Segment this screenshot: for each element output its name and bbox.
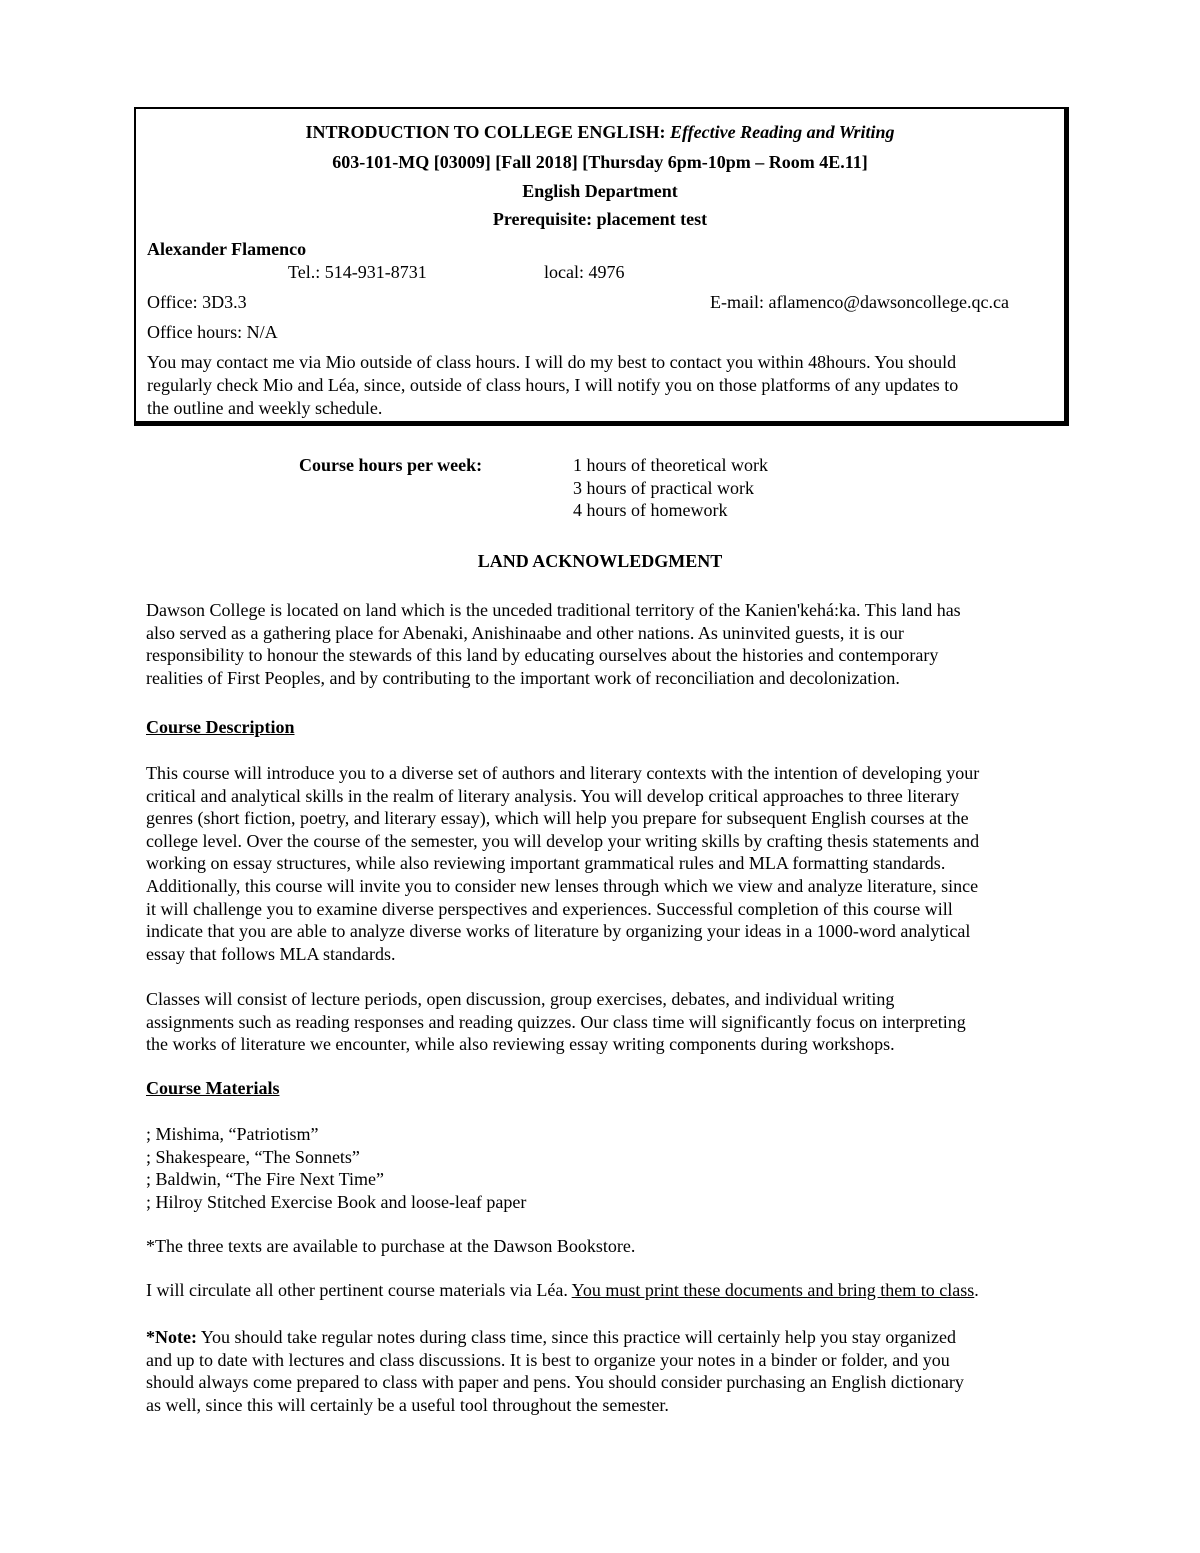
course-hours-label: Course hours per week: bbox=[299, 455, 483, 475]
course-description-heading: Course Description bbox=[146, 717, 295, 737]
text-line: genres (short fiction, poetry, and literary essay), which will help you prepare for subsequent English courses at the bbox=[146, 808, 969, 829]
contact-line: You may contact me via Mio outside of class hours. I will do my best to contact you within 48hours. You should bbox=[147, 352, 957, 372]
note-text: You should take regular notes during class time, since this practice will certainly help you stay organized bbox=[196, 1327, 956, 1347]
course-title bbox=[136, 121, 1064, 143]
text-line: Additionally, this course will invite you to consider new lenses through which we view and analyze literature, since bbox=[146, 875, 979, 896]
circulation-period: . bbox=[974, 1280, 979, 1300]
text-line: responsibility to honour the stewards of this land by educating ourselves about the histories and contemporary bbox=[146, 645, 939, 666]
instructor-phone-local: local: 4976 bbox=[544, 262, 625, 282]
instructor-phone: Tel.: 514-931-8731 bbox=[288, 262, 427, 282]
text-line: working on essay structures, while also reviewing important grammatical rules and MLA formatting standards. bbox=[146, 853, 946, 874]
list-item: ; Shakespeare, “The Sonnets” bbox=[146, 1146, 360, 1167]
instructor-email: E-mail: aflamenco@dawsoncollege.qc.ca bbox=[710, 292, 1009, 312]
course-code-line: 603-101-MQ [03009] [Fall 2018] [Thursday 6pm-10pm – Room 4E.11] bbox=[332, 152, 868, 172]
course-title-main: INTRODUCTION TO COLLEGE ENGLISH: bbox=[305, 122, 670, 142]
department: English Department bbox=[522, 181, 678, 201]
land-acknowledgment-text bbox=[146, 599, 1056, 689]
texts-availability-note: *The three texts are available to purchase at the Dawson Bookstore. bbox=[146, 1236, 636, 1256]
course-hours-item: 4 hours of homework bbox=[573, 500, 728, 520]
course-description-paragraph-1 bbox=[146, 762, 1056, 965]
list-item: ; Mishima, “Patriotism” bbox=[146, 1124, 319, 1144]
text-line: it will challenge you to examine diverse perspectives and experiences. Successful completion of this course will bbox=[146, 898, 953, 919]
note-paragraph bbox=[146, 1326, 1056, 1416]
text-line: essay that follows MLA standards. bbox=[146, 943, 396, 964]
prerequisite: Prerequisite: placement test bbox=[492, 209, 708, 229]
text-line: assignments such as reading responses and reading quizzes. Our class time will significantly focus on interpreting bbox=[146, 1011, 966, 1032]
course-title-subtitle: Effective Reading and Writing bbox=[669, 122, 895, 142]
circulation-text: I will circulate all other pertinent course materials via Léa. bbox=[146, 1280, 572, 1300]
print-requirement: You must print these documents and bring them to class bbox=[571, 1280, 975, 1300]
course-hours-item: 1 hours of theoretical work bbox=[573, 455, 768, 475]
office-hours: Office hours: N/A bbox=[147, 322, 278, 342]
text-line: should always come prepared to class with paper and pens. You should consider purchasing an English dictionary bbox=[146, 1372, 964, 1393]
list-item: ; Hilroy Stitched Exercise Book and loose-leaf paper bbox=[146, 1191, 527, 1212]
note-label: *Note: bbox=[146, 1327, 197, 1347]
text-line: Dawson College is located on land which is the unceded traditional territory of the Kanien'kehá:ka. This land has bbox=[146, 600, 961, 620]
course-description-paragraph-2 bbox=[146, 988, 1056, 1056]
text-line: college level. Over the course of the semester, you will develop your writing skills by crafting thesis statements and bbox=[146, 830, 980, 851]
contact-line: the outline and weekly schedule. bbox=[147, 398, 383, 418]
land-acknowledgment-heading: LAND ACKNOWLEDGMENT bbox=[477, 551, 723, 571]
list-item: ; Baldwin, “The Fire Next Time” bbox=[146, 1169, 384, 1190]
instructor-name: Alexander Flamenco bbox=[147, 239, 307, 259]
text-line: critical and analytical skills in the realm of literary analysis. You will develop critical approaches to three literary bbox=[146, 785, 960, 806]
course-materials-heading: Course Materials bbox=[146, 1078, 280, 1098]
text-line bbox=[146, 1326, 1056, 1349]
course-header-box bbox=[134, 107, 1069, 426]
text-line: This course will introduce you to a diverse set of authors and literary contexts with the intention of developing your bbox=[146, 763, 980, 783]
instructor-office: Office: 3D3.3 bbox=[147, 292, 247, 312]
course-materials-list bbox=[146, 1123, 1056, 1213]
contact-line: regularly check Mio and Léa, since, outside of class hours, I will notify you on those platforms of any updates to bbox=[147, 375, 959, 395]
text-line: as well, since this will certainly be a useful tool throughout the semester. bbox=[146, 1394, 669, 1415]
text-line: realities of First Peoples, and by contributing to the important work of reconciliation and decolonization. bbox=[146, 667, 900, 688]
text-line: also served as a gathering place for Abenaki, Anishinaabe and other nations. As uninvited guests, it is our bbox=[146, 622, 904, 643]
text-line: the works of literature we encounter, while also reviewing essay writing components during workshops. bbox=[146, 1034, 895, 1055]
materials-circulation-note bbox=[146, 1280, 979, 1301]
text-line: and up to date with lectures and class discussions. It is best to organize your notes in a binder or folder, and you bbox=[146, 1349, 950, 1370]
text-line: indicate that you are able to analyze diverse works of literature by organizing your ideas in a 1000-word analytical bbox=[146, 921, 971, 942]
course-hours-item: 3 hours of practical work bbox=[573, 478, 754, 498]
text-line: Classes will consist of lecture periods, open discussion, group exercises, debates, and individual writing bbox=[146, 989, 895, 1009]
